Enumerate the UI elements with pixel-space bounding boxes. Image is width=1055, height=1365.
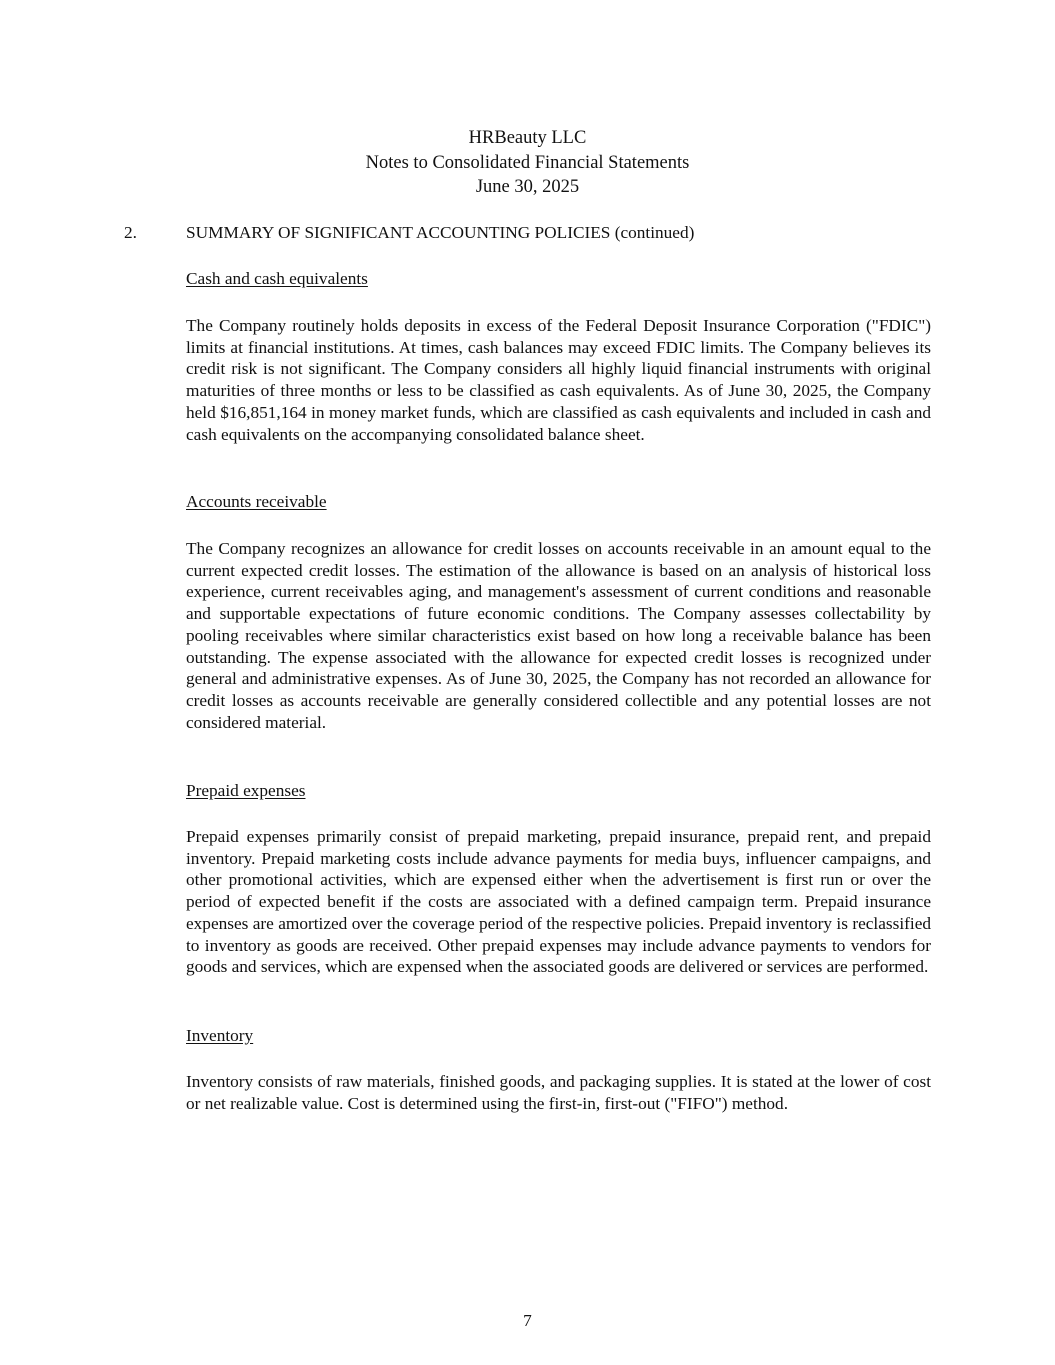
document-header (0, 126, 1055, 200)
prepaid-heading (186, 780, 931, 802)
cash-heading-text: Cash and cash equivalents (186, 269, 368, 288)
cash-paragraph: The Company routinely holds deposits in excess of the Federal Deposit Insurance Corporation ("FDIC") limits at financial institutions. At times, cash balances may exceed FDIC limits. The Company believes its credit risk is not significant. The Company considers all highly liquid financial instruments with original maturities of three months or less to be classified as cash equivalents. As of June 30, 2025, the Company held $16,851,164 in money market funds, which are classified as cash equivalents and included in cash and cash equivalents on the accompanying consolidated balance sheet. (186, 316, 931, 444)
company-name: HRBeauty LLC (468, 128, 587, 148)
inventory-paragraph: Inventory consists of raw materials, finished goods, and packaging supplies. It is stated at the lower of cost or net realizable value. Cost is determined using the first-in, first-out ("FIFO") method. (186, 1072, 931, 1113)
receivable-heading-text: Accounts receivable (186, 492, 327, 511)
inventory-heading-text: Inventory (186, 1026, 254, 1045)
page-number: 7 (523, 1311, 532, 1330)
prepaid-paragraph: Prepaid expenses primarily consist of prepaid marketing, prepaid insurance, prepaid rent, and prepaid inventory. Prepaid marketing costs include advance payments for media buys, influencer campaigns, and other promotional activities, which are expensed either when the advertisement is first run or over the period of expected benefit if the costs are associated with a defined campaign term. Prepaid insurance expenses are amortized over the coverage period of the respective policies. Prepaid inventory is reclassified to inventory as goods are received. Other prepaid expenses may include advance payments to vendors for goods and services, which are expensed when the associated goods are delivered or services are performed. (186, 827, 931, 977)
section-heading (124, 222, 944, 244)
section-number: 2. (124, 223, 137, 242)
document-title: Notes to Consolidated Financial Statements (365, 152, 690, 173)
inventory-heading (186, 1025, 931, 1047)
section-title: SUMMARY OF SIGNIFICANT ACCOUNTING POLICIES (continued) (186, 223, 695, 242)
receivable-paragraph: The Company recognizes an allowance for credit losses on accounts receivable in an amount equal to the current expected credit losses. The estimation of the allowance is based on an analysis of historical loss experience, current receivables aging, and management's assessment of current conditions and reasonable and supportable expectations of future economic conditions. The Company assesses collectability by pooling receivables where similar characteristics exist based on how long a receivable balance has been outstanding. The expense associated with the allowance for expected credit losses is recognized under general and administrative expenses. As of June 30, 2025, the Company has not recorded an allowance for credit losses as accounts receivable are generally considered collectible and any potential losses are not considered material. (186, 539, 931, 732)
receivable-heading (186, 491, 931, 513)
cash-heading (186, 268, 931, 290)
document-date: June 30, 2025 (475, 177, 580, 197)
prepaid-heading-text: Prepaid expenses (186, 781, 306, 800)
